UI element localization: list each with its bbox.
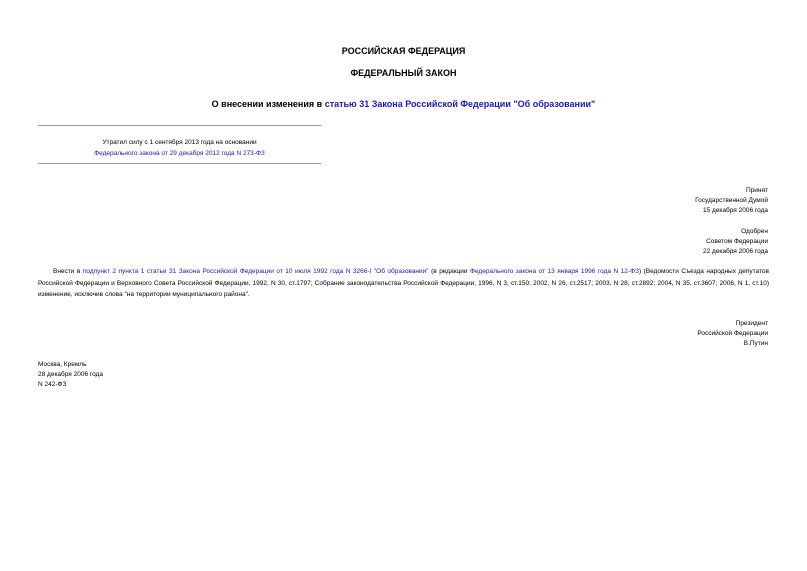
approved-block: [703, 227, 768, 257]
law-title: [0, 98, 807, 110]
place: Москва, Кремль: [38, 361, 87, 368]
law-body-paragraph: [38, 266, 769, 301]
law-title-link[interactable]: статью 31 Закона Российской Федерации "Об образовании": [324, 99, 596, 109]
adopted-label: Принят: [745, 187, 768, 194]
body-text-start: Внести в: [53, 268, 83, 275]
law-type-heading: ФЕДЕРАЛЬНЫЙ ЗАКОН: [350, 68, 457, 78]
adopted-block: [695, 186, 768, 216]
signature-title: Президент: [735, 320, 768, 327]
signature-country: Российской Федерации: [697, 330, 768, 337]
law-title-prefix: О внесении изменения в: [211, 99, 325, 109]
status-notice-text: Утратил силу с 1 сентября 2013 года на основании: [102, 139, 257, 146]
country-heading: РОССИЙСКАЯ ФЕДЕРАЦИЯ: [341, 46, 466, 56]
signature-block: [697, 319, 768, 349]
body-link-amendment[interactable]: Федерального закона от 13 января 1996 года N 12-ФЗ: [470, 268, 639, 275]
body-text-mid: (в редакции: [428, 268, 471, 275]
approved-date: 22 декабря 2006 года: [702, 248, 768, 255]
date: 28 декабря 2006 года: [38, 371, 104, 378]
law-number: N 242-ФЗ: [38, 381, 67, 388]
place-date-block: [38, 360, 103, 390]
signature-name: В.Путин: [743, 340, 768, 347]
status-notice: [38, 137, 321, 159]
body-text-end: ) (Ведомости Съезда народных депутатов Российской Федерации и Верховного Совета Российской Федерации, 1992, N 30, ст.1797; Собрание законодательства Российской Федерации, 1996, N 3, ст.150; 2002, N 26, ст.2517; 2003, N 28, ст.2892; 2004, N 35, ст.3607; 2006, N 1, ст.10) изменение, исключив слова "на территории муниципального района".: [38, 268, 769, 298]
approved-body: Советом Федерации: [706, 238, 768, 245]
status-notice-link[interactable]: Федерального закона от 29 декабря 2012 года N 273-ФЗ: [94, 150, 265, 157]
bottom-divider: [38, 163, 321, 164]
adopted-body: Государственной Думой: [695, 197, 768, 204]
top-divider: [38, 125, 321, 126]
approved-label: Одобрен: [741, 228, 768, 235]
adopted-date: 15 декабря 2006 года: [702, 207, 768, 214]
body-link-article[interactable]: подпункт 2 пункта 1 статьи 31 Закона Российской Федерации от 10 июля 1992 года N 3266-I "Об образовании": [82, 268, 429, 275]
